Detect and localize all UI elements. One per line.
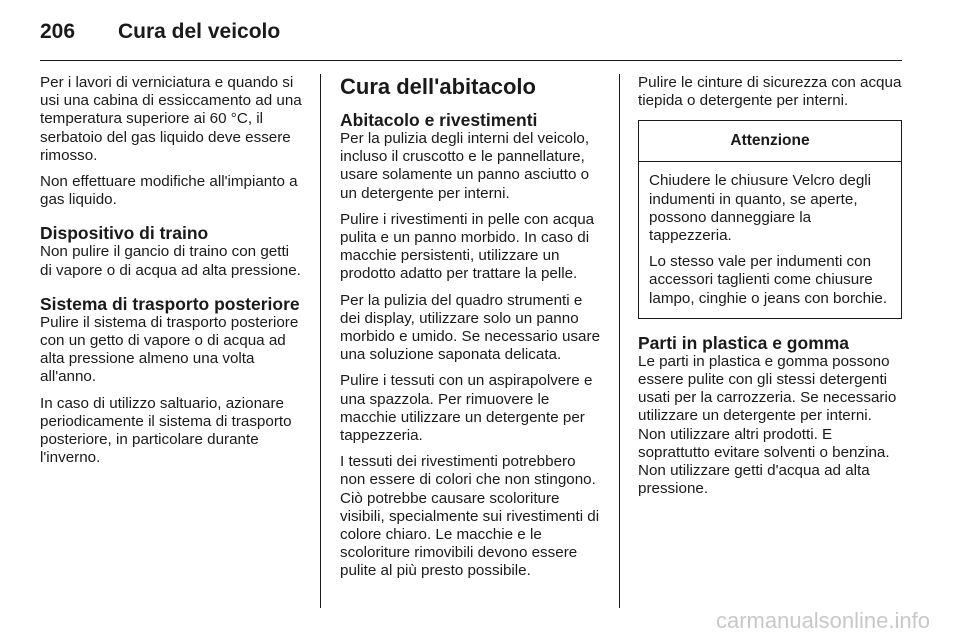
paragraph-gas-system: Non effettuare modifiche all'impianto a gas liquido. <box>40 173 298 209</box>
paragraph-interior: Per la pulizia degli interni del veicolo, incluso il cruscotto e le pannellature, usare solamente un panno asciutto o un detergente per interni. <box>340 130 590 202</box>
paragraph-fabrics: Pulire i tessuti con un aspirapolvere e una spazzola. Per rimuovere le macchie utilizzare un detergente per tappezzeria. <box>340 372 593 445</box>
page-header <box>40 20 920 60</box>
heading-towing: Dispositivo di traino <box>40 223 209 244</box>
column-right <box>638 74 902 506</box>
paragraph-plastic-rubber: Le parti in plastica e gomma possono essere pulite con gli stessi detergenti usati per la carrozzeria. Se necessario utilizzare un detergente per interni. Non utilizzare altri prodotti. E soprattutto evitare solventi o benzina. Non utilizzare getti d'acqua ad alta pressione. <box>638 352 897 498</box>
paragraph-seat-belts: Pulire le cinture di sicurezza con acqua tiepida o detergente per interni. <box>638 74 902 110</box>
paragraph-rear-carrier-use: In caso di utilizzo saltuario, azionare periodicamente il sistema di trasporto posteriore, in particolare durante l'inverno. <box>40 394 292 467</box>
heading-rear-carrier: Sistema di trasporto posteriore <box>40 293 300 314</box>
paragraph-rear-carrier-clean: Pulire il sistema di trasporto posteriore con un getto di vapore o di acqua ad alta pressione almeno una volta all'anno. <box>40 313 299 386</box>
column-divider-1 <box>320 74 321 608</box>
paragraph-paint: Per i lavori di verniciatura e quando si usi una cabina di essiccamento ad una temperatura superiore ai 60 °C, il serbatoio del gas liquido deve essere rimosso. <box>40 74 302 164</box>
header-divider <box>40 60 902 61</box>
page-number: 206 <box>40 20 76 43</box>
warning-paragraph-sharp: Lo stesso vale per indumenti con accessori taglienti come chiusure lampo, cinghie o jeans con borchie. <box>649 253 888 307</box>
paragraph-towing: Non pulire il gancio di traino con getti di vapore o di acqua ad alta pressione. <box>40 243 301 279</box>
heading-plastic-rubber: Parti in plastica e gomma <box>638 332 850 353</box>
paragraph-displays: Per la pulizia del quadro strumenti e dei display, utilizzare solo un panno morbido e umido. Se necessario usare una soluzione saponata delicata. <box>340 291 601 364</box>
warning-body <box>639 162 901 317</box>
section-title: Cura del veicolo <box>118 20 281 43</box>
column-middle <box>340 74 604 589</box>
warning-title: Attenzione <box>639 121 901 162</box>
heading-upholstery: Abitacolo e rivestimenti <box>340 110 538 130</box>
paragraph-colorfast: I tessuti dei rivestimenti potrebbero non essere di colori che non stingono. Ciò potrebbe causare scoloriture visibili, specialmente sui rivestimenti di colore chiaro. Le macchie e le scoloriture rimovibili devono essere pulite al più presto possibile. <box>340 453 600 580</box>
heading-interior-care: Cura dell'abitacolo <box>340 74 536 99</box>
warning-paragraph-velcro: Chiudere le chiusure Velcro degli indumenti in quanto, se aperte, possono danneggiare la tappezzeria. <box>649 172 872 245</box>
warning-box <box>638 120 902 318</box>
column-divider-2 <box>619 74 620 608</box>
watermark-text: carmanualsonline.info <box>715 608 930 633</box>
paragraph-leather: Pulire i rivestimenti in pelle con acqua pulita e un panno morbido. In caso di macchie persistenti, utilizzare un prodotto adatto per trattare la pelle. <box>340 210 595 283</box>
column-left <box>40 74 304 475</box>
